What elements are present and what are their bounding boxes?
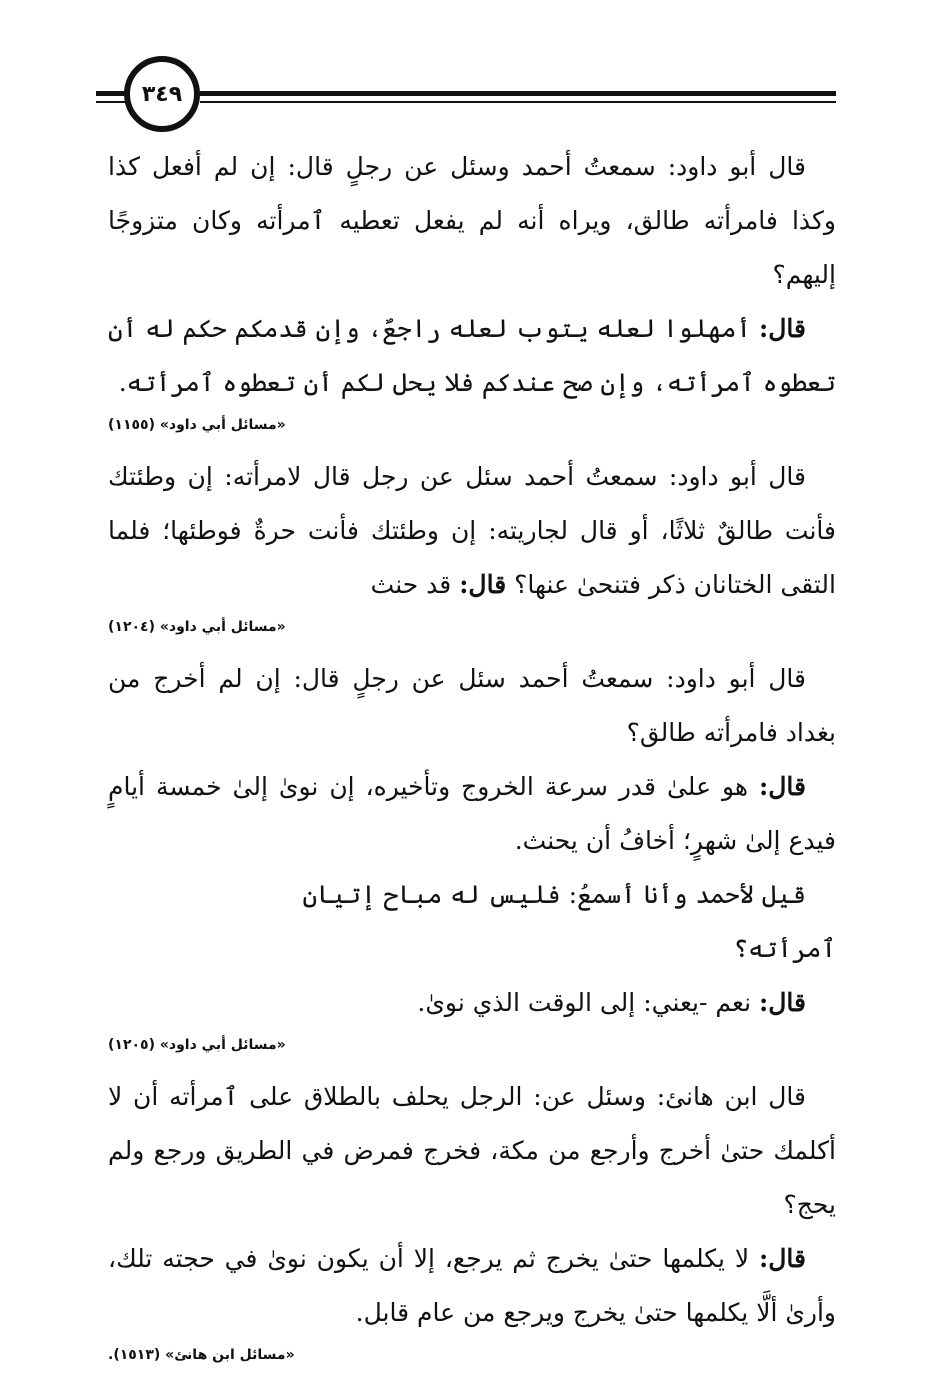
- answer-paragraph: قال: أمهلوا لعله يتوب لعله راجعٌ، وإن قدمكم حكم له أن تعطوه ٱمرأته، وإن صح عندكم فلا يحل لكم أن تعطوه ٱمرأته.: [108, 314, 836, 397]
- entry: [108, 140, 836, 438]
- header-rule-thin: [200, 101, 836, 103]
- source-citation: «مسائل أبي داود» (١١٥٥): [108, 417, 286, 433]
- answer-lead: قال:: [759, 772, 806, 801]
- page-number: ٣٤٩: [141, 81, 183, 107]
- answer-lead: قال:: [759, 314, 806, 343]
- entry: [108, 1070, 836, 1368]
- answer-paragraph: قال: نعم -يعني: إلى الوقت الذي نوىٰ.: [417, 988, 806, 1017]
- header-rule-left-thin: [96, 101, 126, 103]
- answer-lead: قال:: [759, 988, 806, 1017]
- question-paragraph: قال أبو داود: سمعتُ أحمد سئل عن رجل قال لامرأته: إن وطئتك فأنت طالقٌ ثلاثًا، أو قال لجاريته: إن وطئتك فأنت حرةٌ فوطئها؛ فلما التقى الختانان ذكر فتنحىٰ عنها؟ قال: قد حنث: [108, 462, 836, 599]
- question-paragraph: قال أبو داود: سمعتُ أحمد وسئل عن رجلٍ قال: إن لم أفعل كذا وكذا فامرأته طالق، ويراه أنه لم يفعل تعطيه ٱمرأته وكان متزوجًا إليهم؟: [108, 152, 836, 289]
- source-citation: «مسائل أبي داود» (١٢٠٤): [108, 619, 286, 635]
- source-citation: «مسائل أبي داود» (١٢٠٥): [108, 1037, 286, 1053]
- question-paragraph: قال ابن هانئ: وسئل عن: الرجل يحلف بالطلاق على ٱمرأته أن لا أكلمك حتىٰ أخرج وأرجع من مكة، فخرج فمرض في الطريق ورجع ولم يحج؟: [108, 1082, 836, 1219]
- entry: [108, 652, 836, 1058]
- source-citation: «مسائل ابن هانئ» (١٥١٣).: [108, 1347, 295, 1363]
- answer-lead: قال:: [759, 1244, 806, 1273]
- question-paragraph: قيل لأحمد وأنا أسمعُ: فليس له مباح إتيان ٱمرأته؟: [302, 880, 836, 963]
- answer-paragraph: قال: لا يكلمها حتىٰ يخرج ثم يرجع، إلا أن يكون نوىٰ في حجته تلك، وأرىٰ ألَّا يكلمها حتىٰ يخرج ويرجع من عام قابل.: [108, 1244, 836, 1327]
- header-rule-left-thick: [96, 91, 126, 96]
- header-rule-thick: [200, 91, 836, 96]
- question-paragraph: قال أبو داود: سمعتُ أحمد سئل عن رجلٍ قال: إن لم أخرج من بغداد فامرأته طالق؟: [108, 664, 836, 747]
- page-body: [108, 140, 836, 1380]
- answer-lead: قال:: [459, 570, 507, 599]
- page-header: [96, 54, 836, 134]
- page-number-badge: [124, 56, 200, 132]
- entry: [108, 450, 836, 640]
- answer-paragraph: قال: هو علىٰ قدر سرعة الخروج وتأخيره، إن نوىٰ إلىٰ خمسة أيامٍ فيدع إلىٰ شهرٍ؛ أخافُ أن يحنث.: [108, 772, 836, 855]
